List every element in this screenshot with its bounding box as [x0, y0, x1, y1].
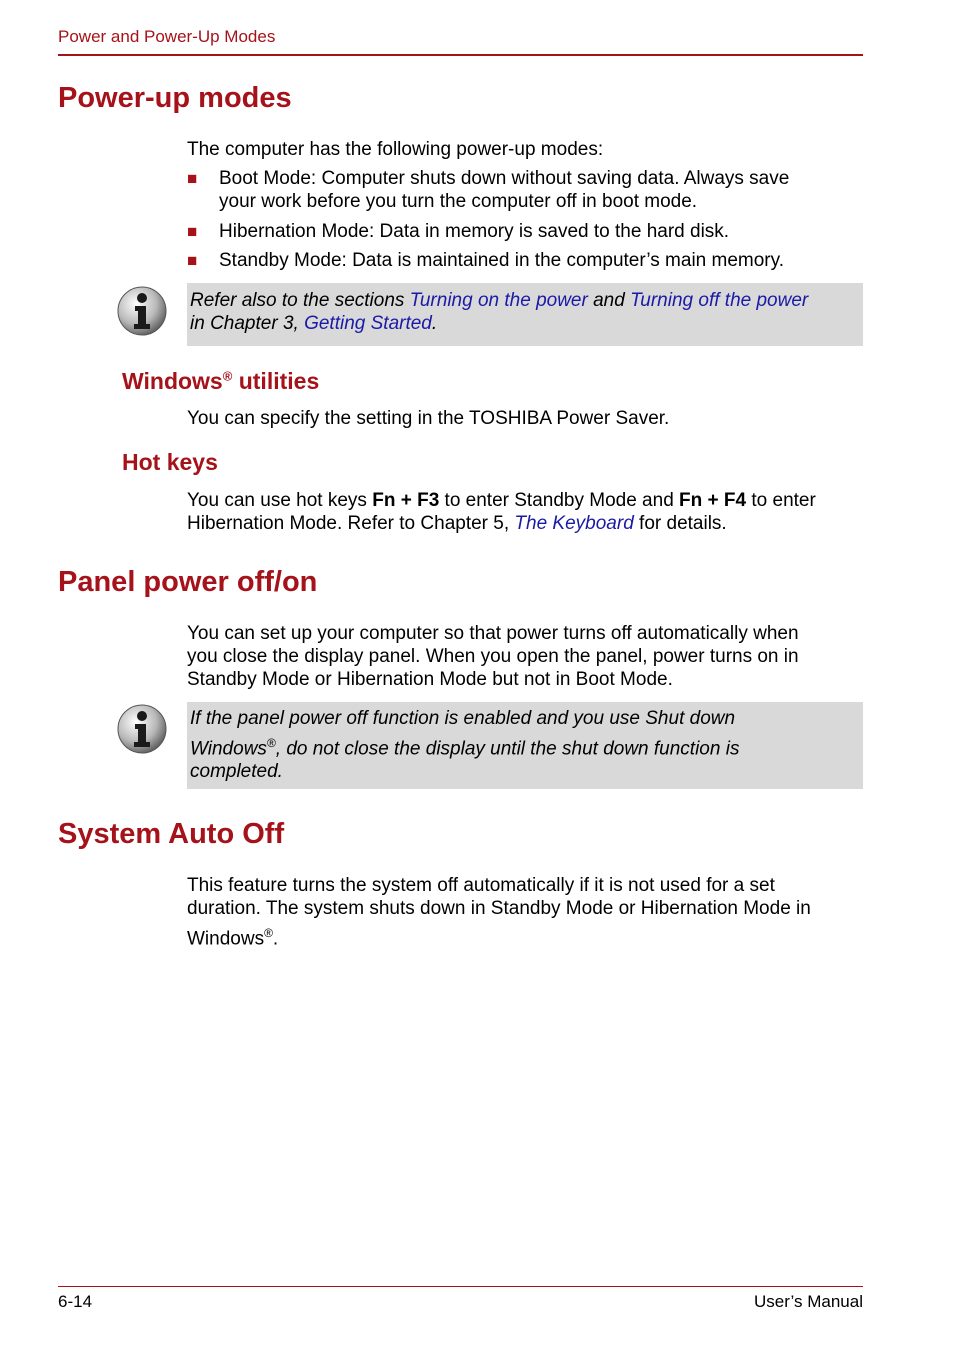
header-rule [58, 54, 863, 56]
subsection-title-windows-utilities: Windows® utilities [122, 368, 320, 394]
panel-power-paragraph: You can set up your computer so that power turns off automatically when you close the display panel. When you open the panel, power turns on in Standby Mode or Hibernation Mode but not in Boot Mode. [187, 623, 799, 690]
note-text: Refer also to the sections [190, 290, 410, 311]
hotkey-fn-f4: Fn + F4 [679, 490, 747, 511]
section-title-power-up-modes: Power-up modes [58, 82, 292, 114]
link-getting-started[interactable]: Getting Started [304, 313, 432, 334]
list-item [187, 220, 863, 243]
note-text: and [587, 290, 631, 311]
info-icon [116, 285, 168, 337]
section-title-system-auto-off: System Auto Off [58, 818, 285, 850]
note-box [187, 283, 863, 346]
running-header: Power and Power-Up Modes [58, 27, 276, 46]
bullet-text-line: Standby Mode: Data is maintained in the computer’s main memory. [219, 250, 784, 271]
hotkey-fn-f3: Fn + F3 [372, 490, 440, 511]
bullet-square-icon: ■ [187, 169, 198, 188]
system-auto-off-paragraph: This feature turns the system off automatically if it is not used for a set duration. The system shuts down in Standby Mode or Hibernation Mode in Windows®. [187, 875, 811, 950]
note-box: If the panel power off function is enabled and you use Shut down Windows®, do not close the display until the shut down function is completed. [187, 702, 863, 789]
bullet-text-line: your work before you turn the computer off in boot mode. [219, 191, 698, 212]
list-item [187, 249, 863, 272]
note-text: completed. [190, 761, 283, 783]
info-icon [116, 703, 168, 755]
windows-utilities-paragraph: You can specify the setting in the TOSHIBA Power Saver. [187, 408, 670, 429]
hot-keys-paragraph: You can use hot keys Fn + F3 to enter Standby Mode and Fn + F4 to enter Hibernation Mode. Refer to Chapter 5, The Keyboard for details. [187, 490, 816, 534]
link-the-keyboard[interactable]: The Keyboard [514, 513, 634, 534]
link-turning-off-power[interactable]: Turning off the power [630, 290, 809, 311]
note-text: in Chapter 3, [190, 313, 305, 334]
list-item [187, 167, 863, 213]
section-title-panel-power: Panel power off/on [58, 566, 318, 598]
link-turning-on-power[interactable]: Turning on the power [409, 290, 588, 311]
page-number: 6-14 [58, 1292, 93, 1311]
bullet-square-icon: ■ [187, 222, 198, 241]
bullet-square-icon: ■ [187, 251, 198, 270]
footer-rule [58, 1286, 863, 1287]
intro-paragraph: The computer has the following power-up modes: [187, 139, 604, 160]
note-text: If the panel power off function is enabled and you use Shut down [190, 708, 736, 729]
note-text: . [431, 313, 438, 334]
subsection-title-hot-keys: Hot keys [122, 449, 218, 475]
bullet-text-line: Boot Mode: Computer shuts down without saving data. Always save [219, 168, 790, 189]
manual-title: User’s Manual [754, 1292, 863, 1311]
bullet-text-line: Hibernation Mode: Data in memory is saved to the hard disk. [219, 221, 730, 242]
